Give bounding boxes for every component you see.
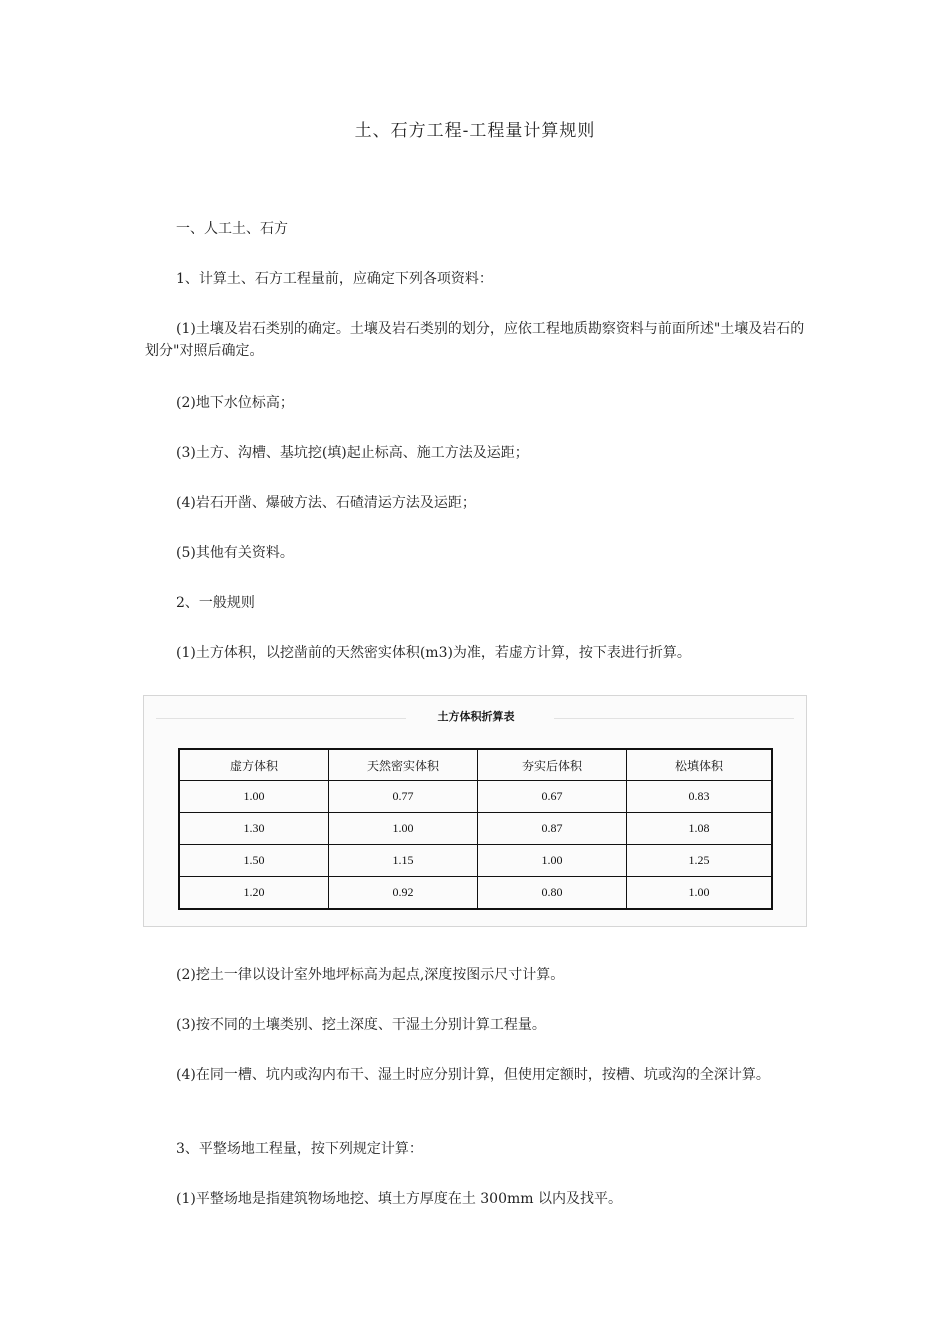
table-cell: 1.30 bbox=[179, 813, 329, 845]
table-header-row bbox=[179, 749, 772, 781]
header-loose-fill-volume: 松填体积 bbox=[627, 749, 773, 781]
table-row bbox=[179, 781, 772, 813]
table-cell: 0.87 bbox=[478, 813, 627, 845]
header-compacted-volume: 夯实后体积 bbox=[478, 749, 627, 781]
table-cell: 1.00 bbox=[329, 813, 478, 845]
paragraph-item-3-1: (1)平整场地是指建筑物场地挖、填土方厚度在土 300mm 以内及找平。 bbox=[176, 1191, 623, 1207]
table-row bbox=[179, 845, 772, 877]
paragraph-item-2-3: (3)按不同的土壤类别、挖土深度、干湿土分别计算工程量。 bbox=[176, 1017, 546, 1033]
table-cell: 1.00 bbox=[478, 845, 627, 877]
paragraph-item-1-2: (2)地下水位标高； bbox=[176, 395, 294, 411]
table-cell: 0.83 bbox=[627, 781, 773, 813]
paragraph-item-1-5: (5)其他有关资料。 bbox=[176, 545, 294, 561]
paragraph-item-1-4: (4)岩石开凿、爆破方法、石碴清运方法及运距； bbox=[176, 495, 476, 511]
volume-conversion-table bbox=[178, 748, 773, 910]
table-cell: 1.50 bbox=[179, 845, 329, 877]
document-title: 土、石方工程-工程量计算规则 bbox=[354, 121, 596, 141]
paragraph-item-1-1: (1)土壤及岩石类别的确定。土壤及岩石类别的划分，应依工程地质勘察资料与前面所述"土壤及岩石的划分"对照后确定。 bbox=[145, 321, 805, 359]
paragraph-item-2-1: (1)土方体积，以挖凿前的天然密实体积(m3)为准，若虚方计算，按下表进行折算。 bbox=[176, 645, 691, 661]
paragraph-item-1: 1、计算土、石方工程量前，应确定下列各项资料： bbox=[176, 271, 493, 287]
paragraph-item-2: 2、一般规则 bbox=[176, 595, 255, 611]
paragraph-item-2-2: (2)挖土一律以设计室外地坪标高为起点,深度按图示尺寸计算。 bbox=[176, 967, 565, 983]
table-row bbox=[179, 813, 772, 845]
table-cell: 0.92 bbox=[329, 877, 478, 910]
table-cell: 1.08 bbox=[627, 813, 773, 845]
header-loose-volume: 虚方体积 bbox=[179, 749, 329, 781]
paragraph-item-3: 3、平整场地工程量，按下列规定计算： bbox=[176, 1141, 423, 1157]
table-cell: 1.00 bbox=[179, 781, 329, 813]
table-cell: 1.15 bbox=[329, 845, 478, 877]
table-cell: 0.77 bbox=[329, 781, 478, 813]
header-natural-dense-volume: 天然密实体积 bbox=[329, 749, 478, 781]
conversion-table-image bbox=[143, 695, 807, 927]
section-heading-manual-earthwork: 一、人工土、石方 bbox=[176, 221, 288, 237]
table-cell: 1.00 bbox=[627, 877, 773, 910]
table-cell: 1.20 bbox=[179, 877, 329, 910]
table-cell: 0.80 bbox=[478, 877, 627, 910]
table-cell: 1.25 bbox=[627, 845, 773, 877]
table-cell: 0.67 bbox=[478, 781, 627, 813]
table-row bbox=[179, 877, 772, 910]
table-caption: 土方体积折算表 bbox=[437, 710, 515, 723]
paragraph-item-2-4: (4)在同一槽、坑内或沟内布干、湿土时应分别计算，但使用定额时，按槽、坑或沟的全深计算。 bbox=[176, 1067, 770, 1083]
paragraph-item-1-3: (3)土方、沟槽、基坑挖(填)起止标高、施工方法及运距； bbox=[176, 445, 529, 461]
